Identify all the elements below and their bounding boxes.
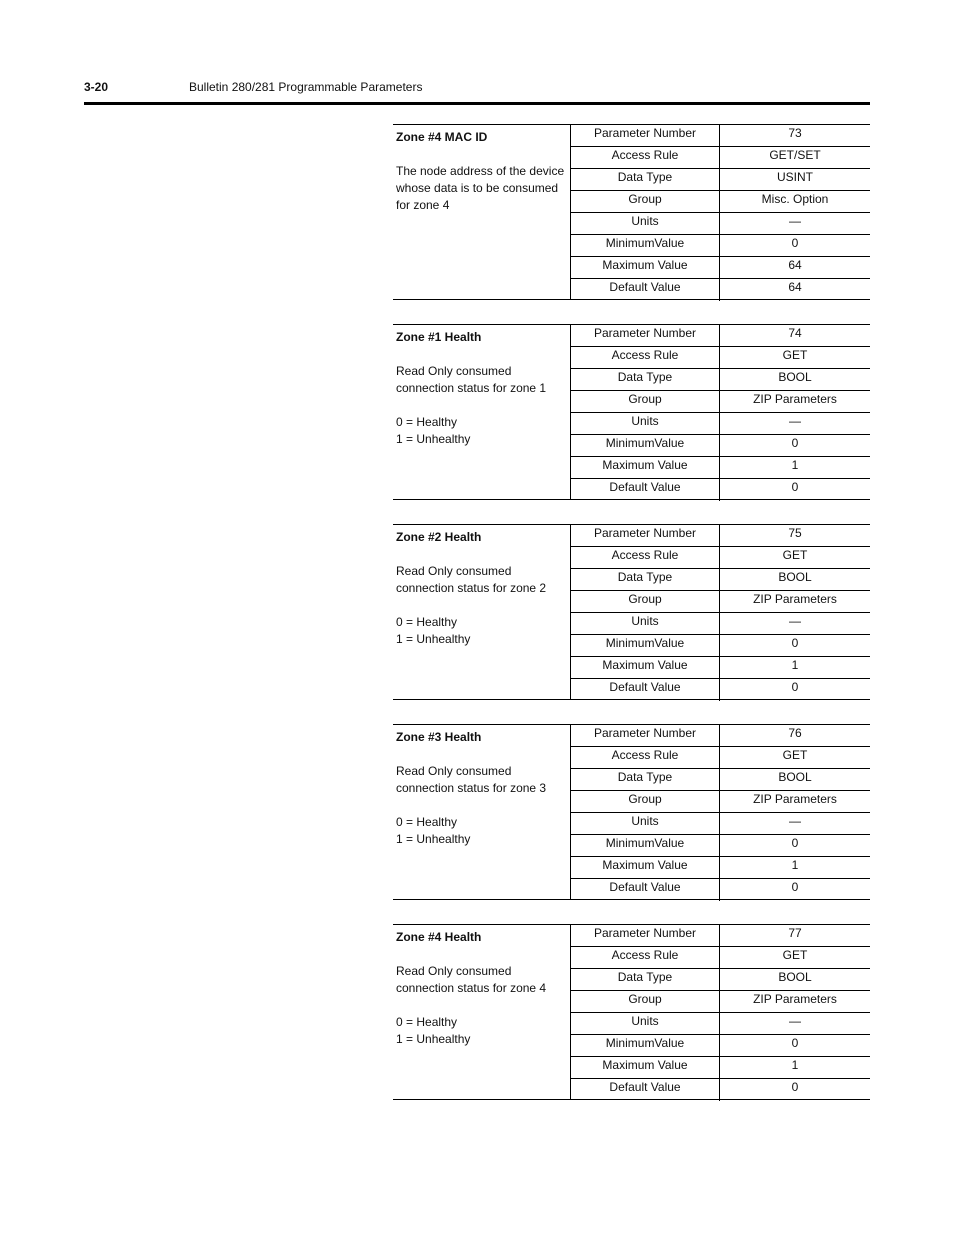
property-name: Data Type <box>571 369 720 390</box>
property-name: Default Value <box>571 279 720 301</box>
property-value: 0 <box>791 1080 799 1094</box>
parameter-enum-values: 0 = Healthy 1 = Unhealthy <box>396 1015 471 1046</box>
property-value: 76 <box>788 726 802 740</box>
property-name: Parameter Number <box>571 325 720 346</box>
parameter-block <box>393 924 870 1100</box>
property-row <box>571 769 870 791</box>
property-value: GET <box>782 348 808 362</box>
parameter-title: Zone #3 Health <box>396 730 482 744</box>
parameter-description <box>393 125 571 299</box>
property-name: Default Value <box>571 879 720 901</box>
property-name: Group <box>571 591 720 612</box>
property-name: Data Type <box>571 169 720 190</box>
property-name: Maximum Value <box>571 857 720 878</box>
property-row <box>571 369 870 391</box>
property-row <box>571 635 870 657</box>
property-row <box>571 747 870 769</box>
property-name: Access Rule <box>571 147 720 168</box>
property-name: Units <box>571 613 720 634</box>
property-row <box>571 1035 870 1057</box>
parameter-block <box>393 324 870 500</box>
property-row <box>571 525 870 547</box>
property-value: ZIP Parameters <box>753 992 837 1006</box>
property-row <box>571 479 870 501</box>
property-row <box>571 257 870 279</box>
property-name: Maximum Value <box>571 1057 720 1078</box>
property-value: — <box>789 1014 801 1028</box>
property-value: GET/SET <box>769 148 821 162</box>
property-row <box>571 1013 870 1035</box>
parameter-block <box>393 724 870 900</box>
property-row <box>571 657 870 679</box>
property-row <box>571 835 870 857</box>
property-value: BOOL <box>778 370 812 384</box>
parameter-title: Zone #4 MAC ID <box>396 130 488 144</box>
property-value: 0 <box>791 636 799 650</box>
property-value: 0 <box>791 1036 799 1050</box>
property-value: GET <box>782 748 808 762</box>
property-name: MinimumValue <box>571 235 720 256</box>
property-name: Parameter Number <box>571 925 720 946</box>
property-value: 0 <box>791 480 799 494</box>
property-value: Misc. Option <box>761 192 829 206</box>
property-row <box>571 279 870 301</box>
property-row <box>571 991 870 1013</box>
property-row <box>571 569 870 591</box>
property-value: BOOL <box>778 770 812 784</box>
property-table <box>571 925 870 1101</box>
property-value: 1 <box>791 458 799 472</box>
parameter-description-text: The node address of the device whose data is to be consumed for zone 4 <box>396 164 565 212</box>
property-name: Access Rule <box>571 547 720 568</box>
property-value: 0 <box>791 836 799 850</box>
property-row <box>571 457 870 479</box>
property-row <box>571 947 870 969</box>
property-row <box>571 1079 870 1101</box>
property-row <box>571 813 870 835</box>
property-value: 77 <box>788 926 802 940</box>
running-title: Bulletin 280/281 Programmable Parameters <box>189 80 423 94</box>
property-value: BOOL <box>778 570 812 584</box>
property-name: Access Rule <box>571 947 720 968</box>
parameter-description-text: Read Only consumed connection status for zone 2 <box>396 564 547 595</box>
property-row <box>571 725 870 747</box>
property-name: Group <box>571 991 720 1012</box>
property-table <box>571 125 870 301</box>
property-name: Maximum Value <box>571 257 720 278</box>
property-value: USINT <box>777 170 813 184</box>
parameter-list <box>393 124 870 1124</box>
property-name: Default Value <box>571 679 720 701</box>
property-row <box>571 125 870 147</box>
parameter-description <box>393 325 571 499</box>
parameter-enum-values: 0 = Healthy 1 = Unhealthy <box>396 615 471 646</box>
parameter-title: Zone #2 Health <box>396 530 482 544</box>
property-row <box>571 547 870 569</box>
property-value: — <box>789 214 801 228</box>
property-row <box>571 191 870 213</box>
property-name: Group <box>571 391 720 412</box>
property-row <box>571 879 870 901</box>
property-table <box>571 525 870 701</box>
property-row <box>571 435 870 457</box>
property-row <box>571 591 870 613</box>
property-name: MinimumValue <box>571 635 720 656</box>
property-name: MinimumValue <box>571 835 720 856</box>
parameter-enum-values: 0 = Healthy 1 = Unhealthy <box>396 415 471 446</box>
property-value: 0 <box>791 880 799 894</box>
page-number: 3-20 <box>84 80 109 94</box>
property-row <box>571 613 870 635</box>
property-row <box>571 235 870 257</box>
property-table <box>571 725 870 901</box>
property-name: Parameter Number <box>571 525 720 546</box>
property-name: Maximum Value <box>571 457 720 478</box>
property-row <box>571 679 870 701</box>
property-name: Data Type <box>571 769 720 790</box>
property-name: Parameter Number <box>571 125 720 146</box>
property-value: GET <box>782 548 808 562</box>
parameter-title: Zone #4 Health <box>396 930 482 944</box>
property-name: Group <box>571 791 720 812</box>
property-name: Maximum Value <box>571 657 720 678</box>
parameter-block <box>393 524 870 700</box>
property-row <box>571 413 870 435</box>
property-name: MinimumValue <box>571 435 720 456</box>
property-value: 74 <box>788 326 802 340</box>
property-value: 73 <box>788 126 802 140</box>
property-value: — <box>789 814 801 828</box>
property-row <box>571 347 870 369</box>
property-row <box>571 147 870 169</box>
property-name: Group <box>571 191 720 212</box>
property-table <box>571 325 870 501</box>
property-name: Parameter Number <box>571 725 720 746</box>
property-value: ZIP Parameters <box>753 792 837 806</box>
property-value: — <box>789 414 801 428</box>
property-name: Data Type <box>571 569 720 590</box>
property-value: 0 <box>791 236 799 250</box>
parameter-block <box>393 124 870 300</box>
property-name: Data Type <box>571 969 720 990</box>
property-row <box>571 969 870 991</box>
property-row <box>571 1057 870 1079</box>
property-name: Access Rule <box>571 747 720 768</box>
parameter-description-text: Read Only consumed connection status for zone 3 <box>396 764 547 795</box>
parameter-description <box>393 525 571 699</box>
property-row <box>571 325 870 347</box>
property-row <box>571 857 870 879</box>
property-name: Units <box>571 413 720 434</box>
property-value: 1 <box>791 858 799 872</box>
parameter-enum-values: 0 = Healthy 1 = Unhealthy <box>396 815 471 846</box>
header-rule <box>84 102 870 105</box>
page-header <box>84 80 870 97</box>
parameter-title: Zone #1 Health <box>396 330 482 344</box>
property-row <box>571 391 870 413</box>
property-value: 75 <box>788 526 802 540</box>
property-row <box>571 791 870 813</box>
property-name: Default Value <box>571 479 720 501</box>
parameter-description-text: Read Only consumed connection status for zone 1 <box>396 364 547 395</box>
property-name: Default Value <box>571 1079 720 1101</box>
property-name: Access Rule <box>571 347 720 368</box>
property-name: Units <box>571 1013 720 1034</box>
property-value: ZIP Parameters <box>753 592 837 606</box>
parameter-description <box>393 725 571 899</box>
property-row <box>571 169 870 191</box>
property-value: 0 <box>791 680 799 694</box>
property-name: Units <box>571 213 720 234</box>
property-row <box>571 213 870 235</box>
property-value: 1 <box>791 658 799 672</box>
property-name: MinimumValue <box>571 1035 720 1056</box>
property-value: — <box>789 614 801 628</box>
property-value: BOOL <box>778 970 812 984</box>
property-value: ZIP Parameters <box>753 392 837 406</box>
property-value: 0 <box>791 436 799 450</box>
parameter-description-text: Read Only consumed connection status for zone 4 <box>396 964 547 995</box>
parameter-description <box>393 925 571 1099</box>
property-value: 1 <box>791 1058 799 1072</box>
property-value: GET <box>782 948 808 962</box>
property-value: 64 <box>788 280 802 294</box>
property-value: 64 <box>788 258 802 272</box>
property-row <box>571 925 870 947</box>
property-name: Units <box>571 813 720 834</box>
